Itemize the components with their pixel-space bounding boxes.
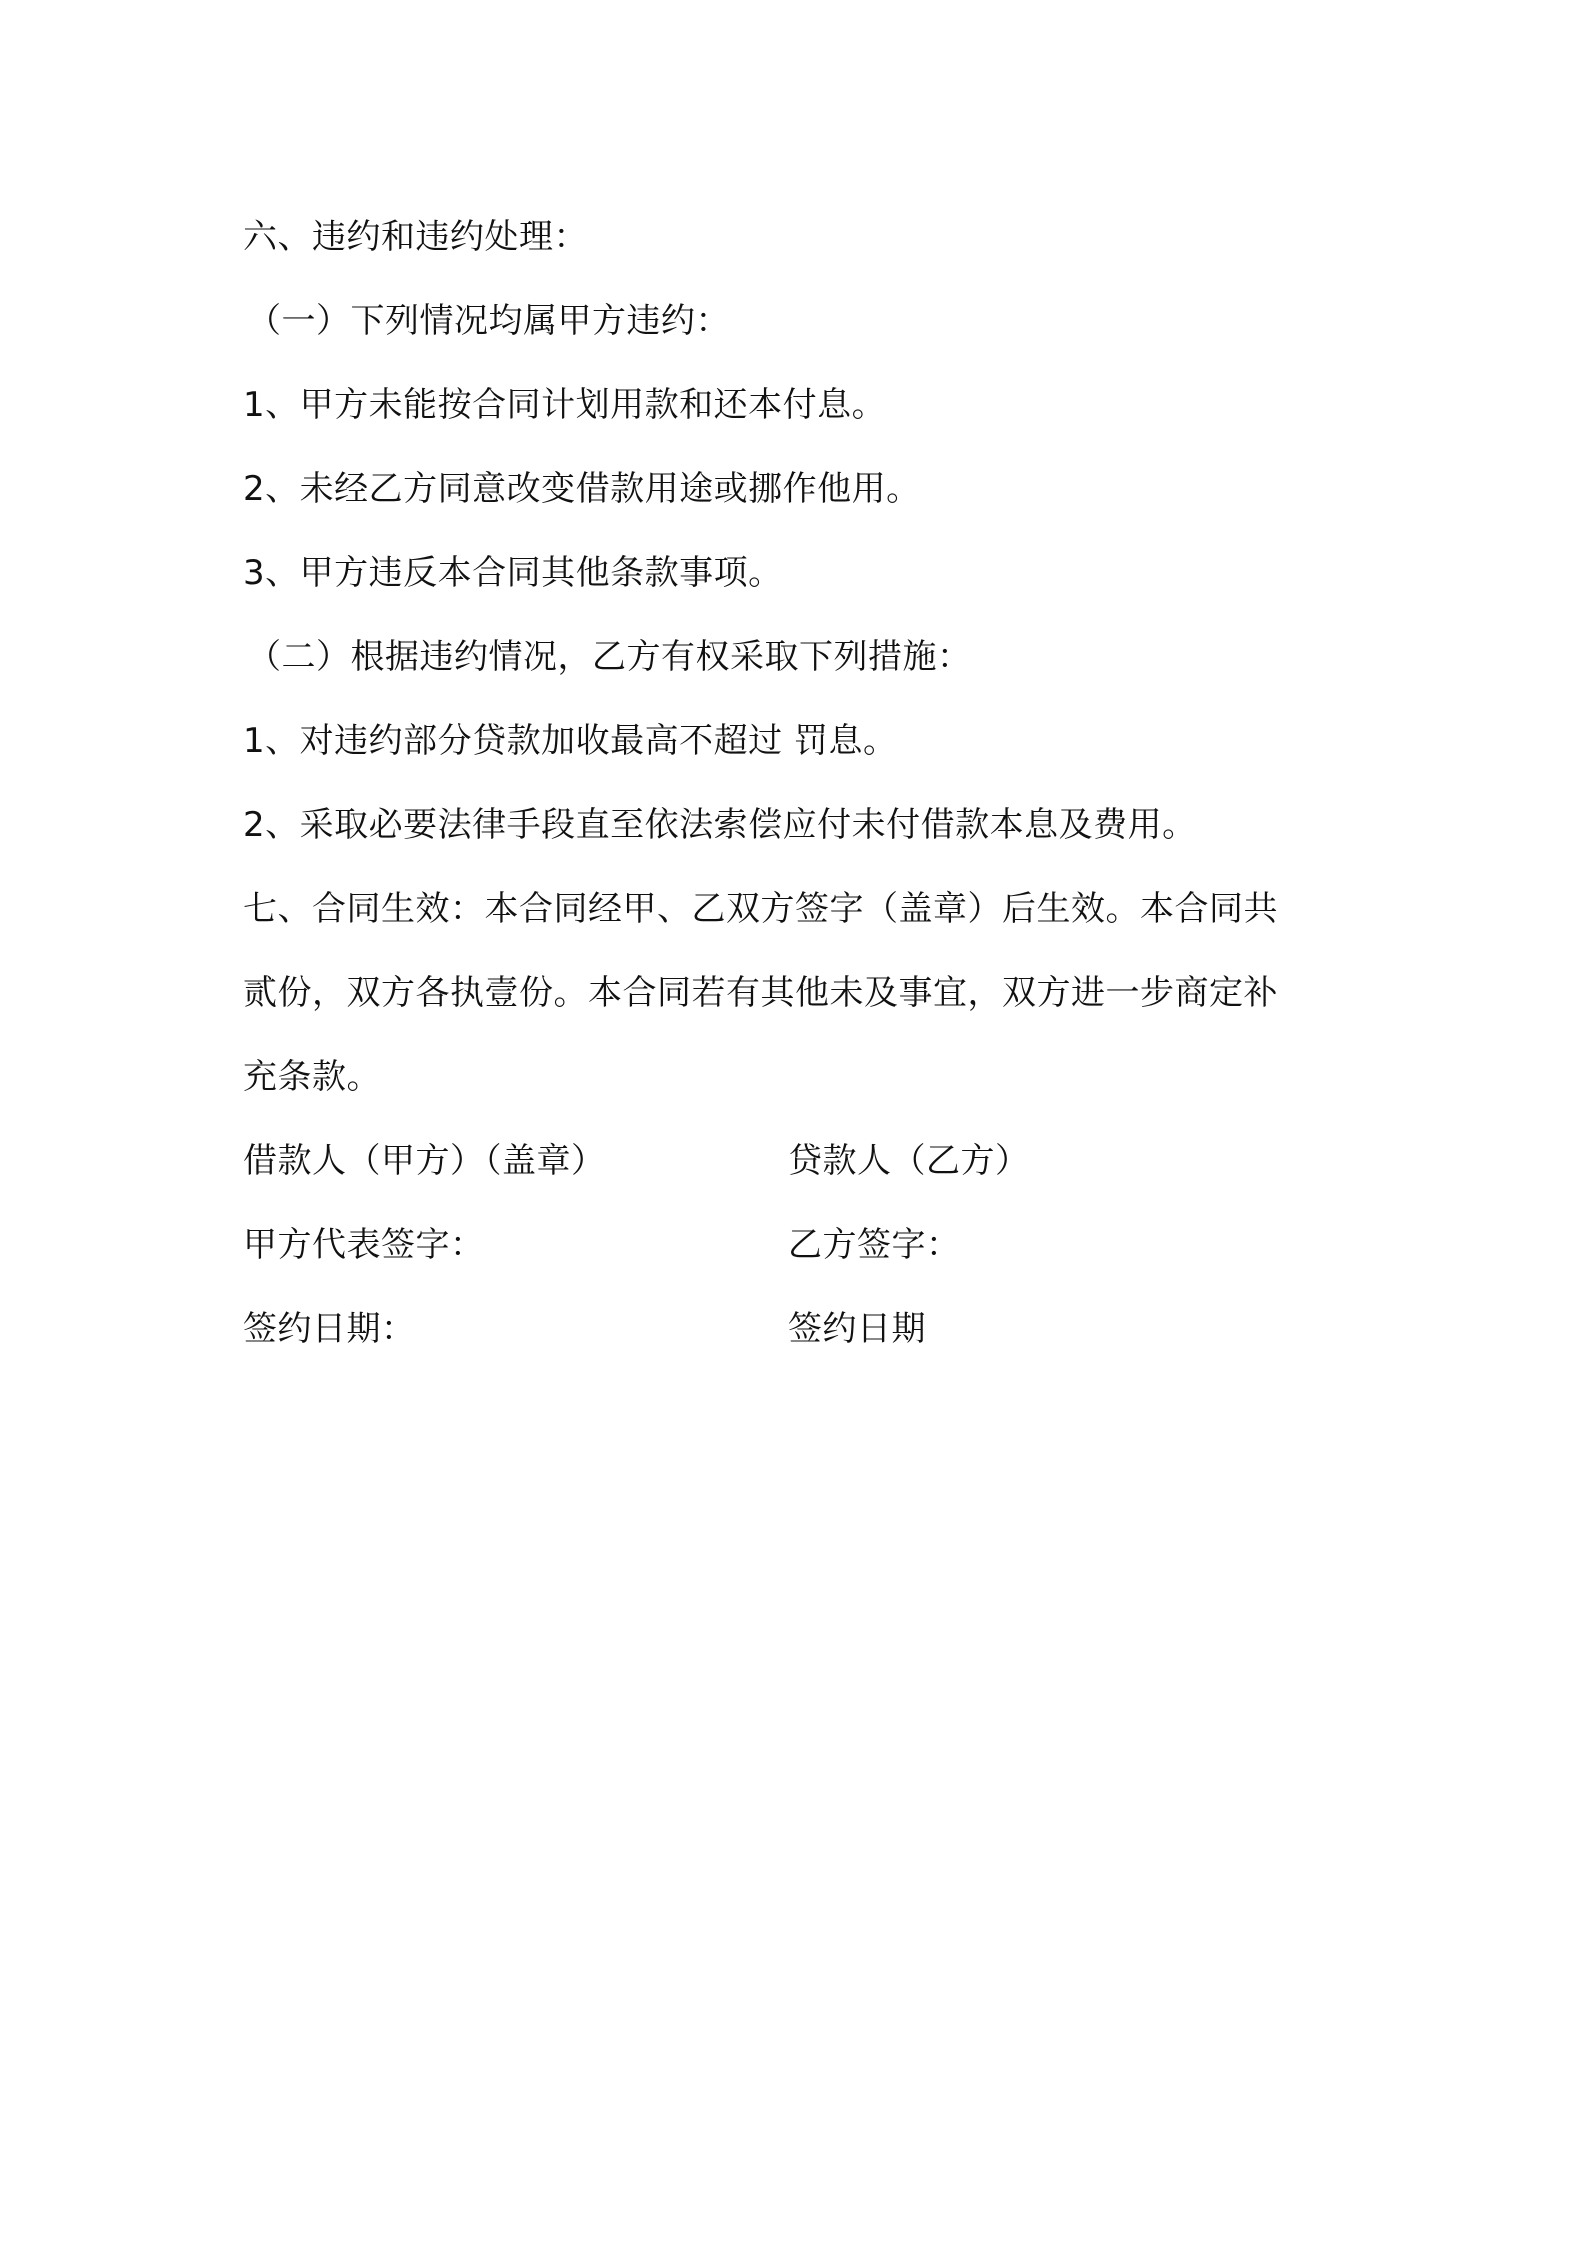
signature-row-parties [243,1119,1363,1203]
section-7-line: 贰份，双方各执壹份。本合同若有其他未及事宜，双方进一步商定补 [243,973,1278,1013]
subsection-1-item: 1、甲方未能按合同计划用款和还本付息。 [243,385,887,425]
lender-label: 贷款人（乙方） [788,1141,1030,1181]
lender-signature: 乙方签字： [788,1225,961,1265]
borrower-label: 借款人（甲方）（盖章） [243,1141,606,1181]
section-7-line: 充条款。 [243,1057,381,1097]
subsection-2-title: （二）根据违约情况，乙方有权采取下列措施： [247,637,972,677]
section-7-line: 七、合同生效：本合同经甲、乙双方签字（盖章）后生效。本合同共 [243,889,1278,929]
subsection-1-item: 3、甲方违反本合同其他条款事项。 [243,553,783,593]
subsection-2-item: 1、对违约部分贷款加收最高不超过 罚息。 [243,721,898,761]
borrower-sign-date: 签约日期： [243,1309,416,1349]
contract-body [243,195,1363,1371]
section-6-title: 六、违约和违约处理： [243,217,588,257]
subsection-2-item: 2、采取必要法律手段直至依法索偿应付未付借款本息及费用。 [243,805,1197,845]
borrower-rep-signature: 甲方代表签字： [243,1225,485,1265]
subsection-1-title: （一）下列情况均属甲方违约： [247,301,730,341]
lender-sign-date: 签约日期 [788,1309,926,1349]
signature-row-sign [243,1203,1363,1287]
signature-row-date [243,1287,1363,1371]
subsection-1-item: 2、未经乙方同意改变借款用途或挪作他用。 [243,469,921,509]
